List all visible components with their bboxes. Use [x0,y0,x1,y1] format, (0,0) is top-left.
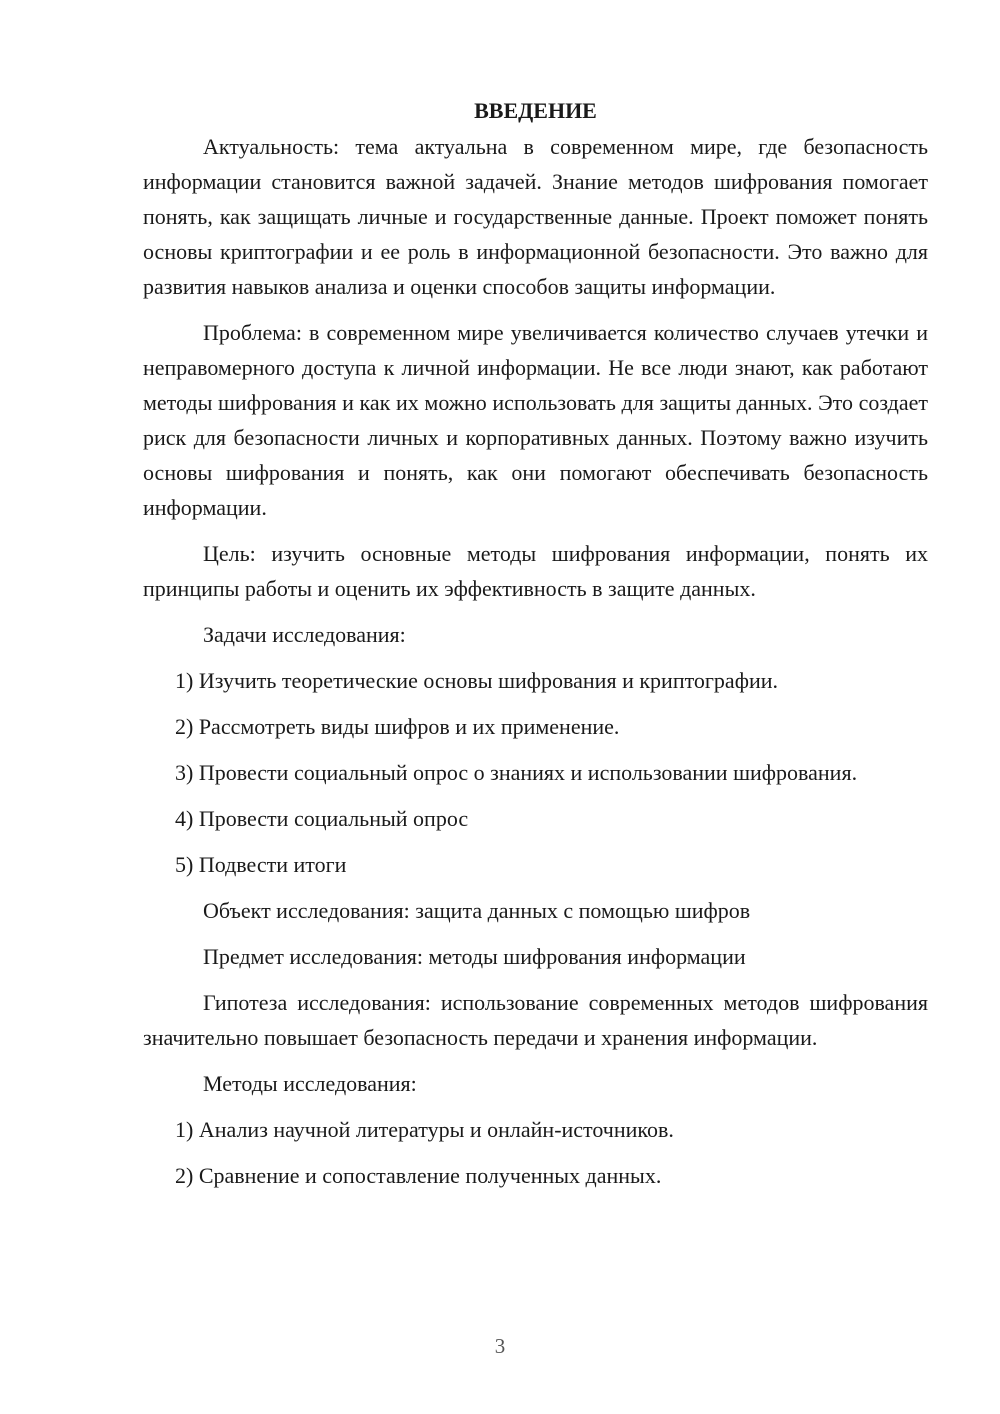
method-item-2: 2) Сравнение и сопоставление полученных данных. [175,1163,662,1188]
hypothesis-paragraph: Гипотеза исследования: использование современных методов шифрования значительно повышает безопасность передачи и хранения информации. [143,990,928,1050]
method-item-1: 1) Анализ научной литературы и онлайн-источников. [175,1117,674,1142]
task-item-1: 1) Изучить теоретические основы шифрования и криптографии. [175,668,779,693]
task-item-2: 2) Рассмотреть виды шифров и их применение. [175,714,620,739]
task-item-3: 3) Провести социальный опрос о знаниях и использовании шифрования. [175,760,858,785]
relevance-paragraph: Актуальность: тема актуальна в современном мире, где безопасность информации становится важной задачей. Знание методов шифрования помогает понять, как защищать личные и государственные данные. Проект поможет понять основы криптографии и ее роль в информационной безопасности. Это важно для развития навыков анализа и оценки способов защиты информации. [143,134,928,299]
goal-paragraph: Цель: изучить основные методы шифрования информации, понять их принципы работы и оценить их эффективность в защите данных. [143,541,928,601]
methods-heading: Методы исследования: [203,1071,417,1096]
subject-paragraph: Предмет исследования: методы шифрования информации [203,944,746,969]
object-paragraph: Объект исследования: защита данных с помощью шифров [203,898,751,923]
problem-paragraph: Проблема: в современном мире увеличивается количество случаев утечки и неправомерного доступа к личной информации. Не все люди знают, как работают методы шифрования и как их можно использовать для защиты данных. Это создает риск для безопасности личных и корпоративных данных. Поэтому важно изучить основы шифрования и понять, как они помогают обеспечивать безопасность информации. [143,320,928,520]
task-item-4: 4) Провести социальный опрос [175,806,469,831]
page-number: 3 [494,1334,506,1358]
task-item-5: 5) Подвести итоги [175,852,347,877]
document-page [143,95,928,1193]
section-title: ВВЕДЕНИЕ [474,98,597,123]
tasks-heading: Задачи исследования: [203,622,406,647]
